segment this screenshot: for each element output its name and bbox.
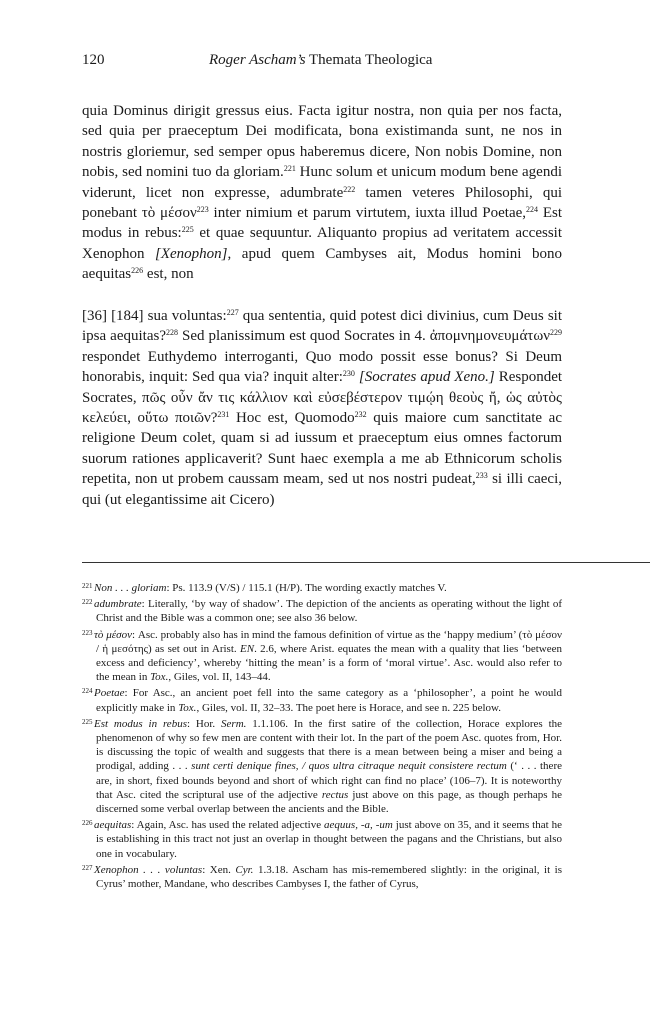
footnote-ref: 232 xyxy=(354,410,367,420)
italic-text: Tox. xyxy=(178,701,197,714)
text-run: Est modus in rebus: xyxy=(82,205,562,242)
footnote-ref: 223 xyxy=(196,205,209,215)
footnote xyxy=(82,861,562,891)
text-run: et quae sequuntur. Aliquanto propius ad veritatem accessit Xenophon xyxy=(82,225,562,262)
footnote xyxy=(82,715,562,816)
text-run: (‘ . . . there are, in short, fixed bounds beyond and short of which right can find no place’ (106–7). It is noteworthy that Asc. cited the scriptural use of the adjective xyxy=(96,760,562,801)
footnote-number: 224 xyxy=(82,687,93,696)
footnote xyxy=(82,595,562,625)
footnotes xyxy=(82,579,562,891)
italic-text: EN xyxy=(240,642,255,655)
footnote-ref: 221 xyxy=(283,164,296,174)
text-run: 1.3.18. Ascham has mis-remembered slightly: in the original, it is Cyrus’ mother, Mandane, who describes Cambyses I, the father of Cyrus, xyxy=(96,863,562,891)
text-run: est, non xyxy=(143,266,194,283)
italic-text: [Socrates apud Xeno.] xyxy=(358,369,495,386)
text-run: tamen veteres Philosophi, qui ponebant τὸ μέσον xyxy=(82,184,562,222)
text-run: : Xen. xyxy=(202,863,236,876)
footnote xyxy=(82,816,562,861)
running-title-roman: Themata Theologica xyxy=(305,52,433,68)
text-run: just above on this page, as though perhaps he discerned some verbal overlap between the ancients and the Bible. xyxy=(96,788,562,816)
footnote-number: 225 xyxy=(82,717,93,726)
footnote-ref: 229 xyxy=(550,328,562,338)
text-run: : Ps. 113.9 (V/S) / 115.1 (H/P). The wording exactly matches V. xyxy=(166,582,447,594)
footnote-ref: 226 xyxy=(131,266,144,276)
footnote-ref: 222 xyxy=(343,184,356,194)
footnote-ref: 230 xyxy=(342,369,355,379)
body-paragraph-2 xyxy=(82,306,562,510)
text-run: quis maiore cum sanctitate ac religione Deum colet, quam si ad iussum et praeceptum eius omnes factorum suorum rationes applicaverit? Sunt haec exempla a me ab Ethnicorum scholis repetita, non ut probem caussam meam, sed ut nos nostri pudeat, xyxy=(82,410,562,488)
text-run: : Asc. probably also has in mind the famous definition of virtue as the ‘happy medium’ (τὸ μέσον / ἡ μεσότης) as set out in Arist. xyxy=(96,628,562,655)
italic-text: Cyr. xyxy=(235,863,254,876)
running-title xyxy=(209,52,432,69)
body-paragraph-1 xyxy=(82,101,562,285)
text-run: quia Dominus dirigit gressus eius. Facta igitur nostra, non quia per nos facta, sed quia per praeceptum Dei modificata, bona existimanda sunt, ne nos in nostris gloriemur, sed semper opus haberemus dicere, Non nobis Domine, non nobis, sed nomini tuo da gloriam. xyxy=(82,103,562,181)
footnote-ref: 231 xyxy=(217,410,230,420)
footnote xyxy=(82,684,562,714)
footnote-ref: 228 xyxy=(166,328,178,338)
text-run: qua sententia, quid potest dici divinius, cum Deus sit ipsa aequitas? xyxy=(82,308,562,345)
footnote-number: 221 xyxy=(82,582,93,590)
italic-text: aequitas xyxy=(94,819,132,832)
text-run: Hunc solum et unicum modum bene agendi viderunt, licet non expresse, adumbrate xyxy=(82,164,562,201)
italic-text: adumbrate xyxy=(94,598,142,611)
text-run: : Again, Asc. has used the related adjective xyxy=(131,819,325,832)
text-run: inter nimium et parum virtutem, iuxta illud Poetae, xyxy=(208,205,527,222)
text-run: just above on 35, and it seems that he is establishing in this tract not just an overlap in thought between the pagans and the Christians, but also one in vocabulary. xyxy=(96,819,562,860)
text-run: , apud quem Cambyses ait, Modus homini bono aequitas xyxy=(82,245,562,283)
footnote-number: 222 xyxy=(82,598,93,607)
footnote-number: 226 xyxy=(82,819,93,828)
text-run: , Giles, vol. II, 143–44. xyxy=(168,671,271,684)
italic-text: Est modus in rebus xyxy=(94,717,187,730)
italic-text: rectus xyxy=(321,788,349,801)
text-run: , Giles, vol. II, 32–33. The poet here is Horace, and see n. 225 below. xyxy=(196,701,501,714)
italic-text: Xenophon . . . voluntas xyxy=(94,863,203,876)
text-run: Hoc est, Quomodo xyxy=(229,410,355,427)
italic-text: Non . . . gloriam xyxy=(94,582,167,594)
text-run: respondet Euthydemo interroganti, Quo modo possit esse bonus? Si Deum honorabis, inquit: Sed qua via? inquit alter: xyxy=(82,348,562,386)
italic-text: Tox. xyxy=(150,671,169,684)
text-run: . 2.6, where Arist. equates the mean with a quality that lies ‘between excess and deficiency’, whereby ‘hitting the mean’ is a form of ‘moral virtue’. Asc. would also refer to the mean in xyxy=(96,642,562,684)
footnote-rule xyxy=(82,562,650,563)
footnote-ref: 225 xyxy=(181,225,194,235)
text-run: Sed planissimum est quod Socrates in 4. ἀπομνημονευμάτων xyxy=(178,328,550,345)
running-head xyxy=(82,52,562,72)
text-run: : Hor. xyxy=(186,717,222,730)
page-number: 120 xyxy=(82,52,105,68)
italic-text: [Xenophon] xyxy=(155,245,228,262)
italic-text: sunt certi denique fines, / quos ultra citraque nequit consistere rectum xyxy=(191,760,507,773)
text-run: [36] [184] sua voluntas: xyxy=(82,308,227,324)
italic-text: Serm. xyxy=(221,717,247,730)
text-run: Respondet Socrates, πῶς οὖν ἄν τις κάλλιον καὶ εὐσεβέστερον τιμῴη θεοὺς ἤ, ὡς αὐτὸς κελεύει, οὕτω ποιῶν? xyxy=(82,369,563,427)
italic-text: Poetae xyxy=(94,687,125,700)
italic-text: τὸ μέσον xyxy=(94,628,132,641)
footnote-ref: 233 xyxy=(475,471,488,481)
footnote xyxy=(82,579,562,595)
footnote-ref: 227 xyxy=(226,308,239,317)
text-run: : Literally, ‘by way of shadow’. The depiction of the ancients as operating without the light of Christ and the Bible was a common one; see also 36 below. xyxy=(96,598,562,625)
footnote-number: 223 xyxy=(82,628,93,637)
footnote xyxy=(82,626,562,685)
footnote-ref: 224 xyxy=(526,205,539,215)
footnote-number: 227 xyxy=(82,863,93,872)
italic-text: aequus, -a, -um xyxy=(324,819,393,832)
text-run: 1.1.106. In the first satire of the collection, Horace explores the phenomenon of why so few men are content with their lot. In the part of the poem Asc. quotes from, Hor. is discussing the topic of wealth and suggests that there is a mean between being a miser and being a prodigal, adding . . . xyxy=(96,717,563,773)
text-run: si illi caeci, qui (ut elegantissime ait Cicero) xyxy=(82,471,562,508)
text-run: : For Asc., an ancient poet fell into the same category as a ‘philosopher’, a point he would explicitly make in xyxy=(96,687,562,714)
running-title-italic: Roger Ascham’s xyxy=(209,52,306,68)
